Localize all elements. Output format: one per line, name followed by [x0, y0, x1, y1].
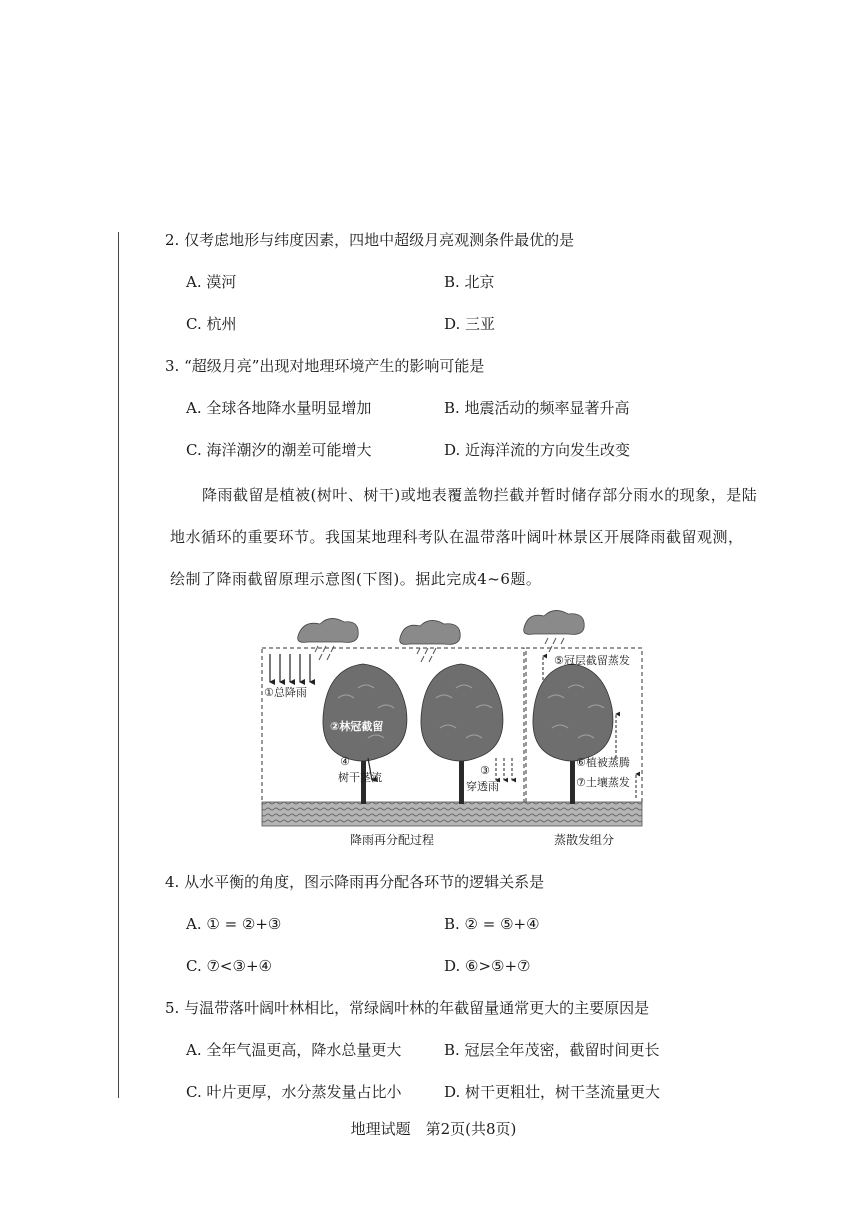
question-4-option-d: D. ⑥>⑤+⑦: [444, 957, 531, 975]
throughfall-arrows: [496, 758, 512, 780]
question-4-option-a: A. ① = ②+③: [186, 915, 282, 933]
question-4-option-c: C. ⑦<③+④: [186, 957, 272, 975]
question-3-option-b: B. 地震活动的频率显著升高: [444, 399, 630, 417]
label-stemflow-number: ④: [340, 755, 350, 768]
label-canopy-interception: ②林冠截留: [330, 720, 384, 733]
question-5-option-a: A. 全年气温更高，降水总量更大: [186, 1041, 402, 1059]
caption-evapotranspiration: 蒸散发组分: [554, 833, 615, 847]
label-soil-evaporation: ⑦土壤蒸发: [576, 776, 630, 789]
question-5-option-d: D. 树干更粗壮，树干茎流量更大: [444, 1083, 661, 1101]
rainfall-interception-diagram: [258, 608, 650, 858]
label-transpiration: ⑥植被蒸腾: [576, 756, 630, 769]
binding-margin-line: [118, 232, 119, 1098]
question-5-stem: 5. 与温带落叶阔叶林相比，常绿阔叶林的年截留量通常更大的主要原因是: [165, 999, 650, 1017]
cloud-icon-3: [524, 610, 584, 652]
cloud-icon-1: [298, 618, 359, 660]
question-3-option-a: A. 全球各地降水量明显增加: [186, 399, 372, 417]
label-canopy-evaporation: ⑤冠层截留蒸发: [554, 654, 630, 667]
label-throughfall-number: ③: [480, 764, 490, 777]
caption-redistribution: 降雨再分配过程: [350, 833, 435, 847]
question-2-option-a: A. 漠河: [186, 273, 237, 291]
passage-line-3: 绘制了降雨截留原理示意图(下图)。据此完成4~6题。: [170, 570, 542, 588]
question-3-option-c: C. 海洋潮汐的潮差可能增大: [186, 441, 372, 459]
cloud-icon-2: [400, 620, 460, 662]
question-4-stem: 4. 从水平衡的角度，图示降雨再分配各环节的逻辑关系是: [165, 873, 545, 891]
label-throughfall: 穿透雨: [466, 780, 499, 793]
question-5-option-c: C. 叶片更厚，水分蒸发量占比小: [186, 1083, 402, 1101]
question-2-option-b: B. 北京: [444, 273, 495, 291]
label-total-rain: ①总降雨: [264, 686, 307, 699]
question-2-option-d: D. 三亚: [444, 315, 496, 333]
question-2-stem: 2. 仅考虑地形与纬度因素，四地中超级月亮观测条件最优的是: [165, 231, 575, 249]
question-5-option-b: B. 冠层全年茂密，截留时间更长: [444, 1041, 660, 1059]
question-3-option-d: D. 近海洋流的方向发生改变: [444, 441, 631, 459]
ground: [262, 802, 642, 826]
question-2-option-c: C. 杭州: [186, 315, 237, 333]
question-4-option-b: B. ② = ⑤+④: [444, 915, 540, 933]
passage-line-1: 降雨截留是植被(树叶、树干)或地表覆盖物拦截并暂时储存部分雨水的现象，是陆: [202, 486, 758, 504]
question-3-stem: 3. “超级月亮”出现对地理环境产生的影响可能是: [165, 357, 485, 375]
label-stemflow: 树干茎流: [338, 771, 382, 784]
diagram-svg: [258, 608, 650, 858]
passage-line-2: 地水循环的重要环节。我国某地理科考队在温带落叶阔叶林景区开展降雨截留观测，: [170, 528, 744, 546]
page-footer: 地理试题 第2页(共8页): [350, 1120, 517, 1138]
total-rain-arrows: [270, 654, 310, 682]
